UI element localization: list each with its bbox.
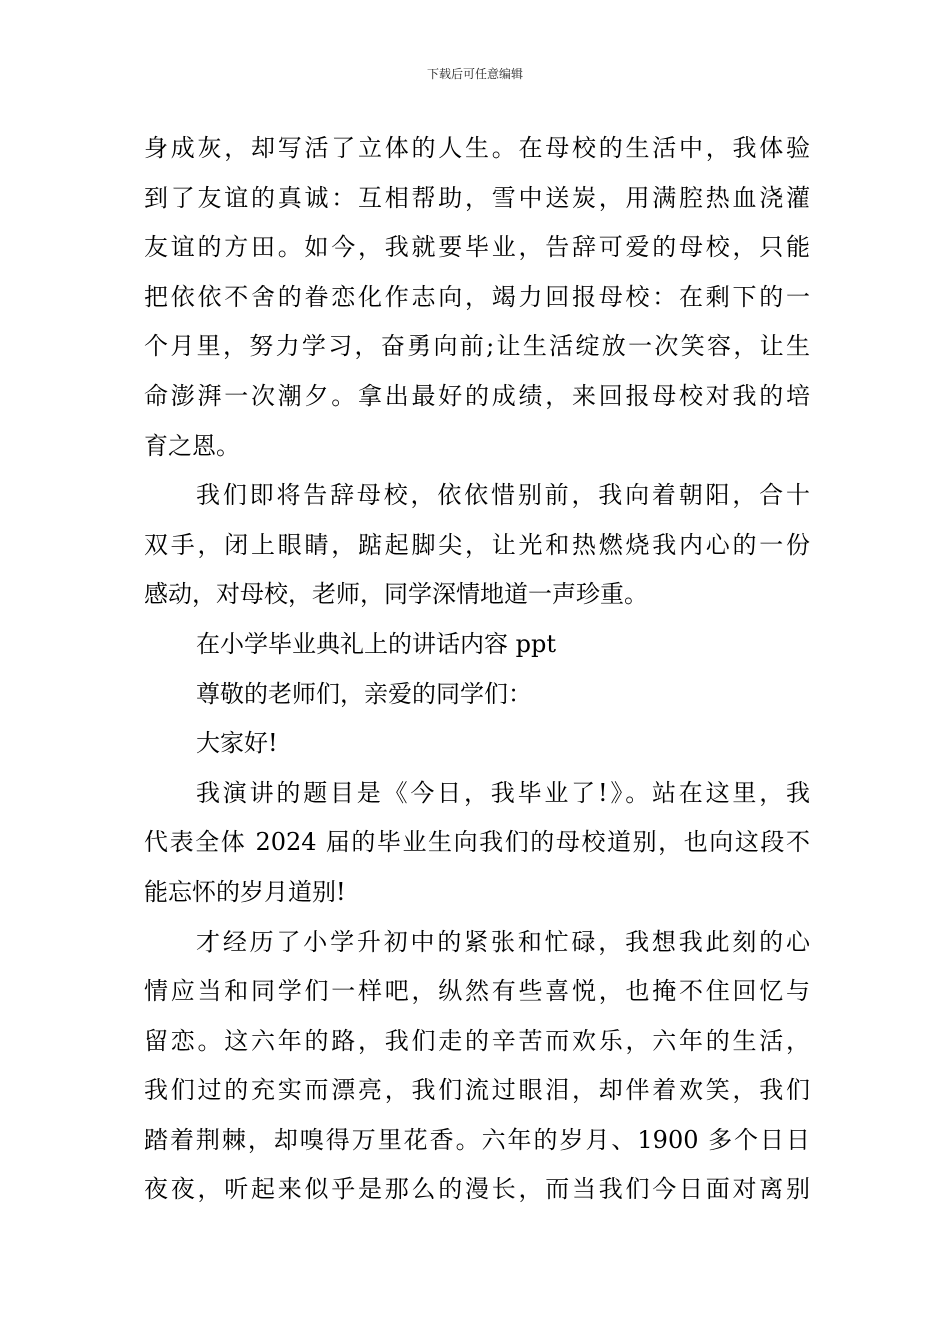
text-line: 我演讲的题目是《今日，我毕业了!》。站在这里，我 <box>196 778 810 807</box>
document-body <box>144 124 810 1215</box>
text-line: 尊敬的老师们，亲爱的同学们： <box>196 679 532 708</box>
text-line: 命澎湃一次潮夕。拿出最好的成绩，来回报母校对我的培 <box>144 381 810 410</box>
text-line: 留恋。这六年的路，我们走的辛苦而欢乐，六年的生活， <box>144 1026 810 1055</box>
text-line: 身成灰，却写活了立体的人生。在母校的生活中，我体验 <box>144 134 810 162</box>
text-line: 个月里，努力学习，奋勇向前;让生活绽放一次笑容，让生 <box>144 332 810 361</box>
text-line: 把依依不舍的眷恋化作志向，竭力回报母校：在剩下的一 <box>144 282 810 311</box>
text-line: 友谊的方田。如今，我就要毕业，告辞可爱的母校，只能 <box>144 233 810 262</box>
text-line: 代表全体 2024 届的毕业生向我们的母校道别，也向这段不 <box>144 828 810 857</box>
text-line: 在小学毕业典礼上的讲话内容 ppt <box>196 629 556 658</box>
text-line: 夜夜，听起来似乎是那么的漫长，而当我们今日面对离别 <box>144 1175 810 1204</box>
text-line: 我们过的充实而漂亮，我们流过眼泪，却伴着欢笑，我们 <box>144 1076 810 1105</box>
text-line: 双手，闭上眼睛，踮起脚尖，让光和热燃烧我内心的一份 <box>144 530 810 559</box>
text-line: 大家好! <box>196 729 278 758</box>
text-line: 我们即将告辞母校，依依惜别前，我向着朝阳，合十 <box>196 481 810 510</box>
text-line: 感动，对母校，老师，同学深情地道一声珍重。 <box>144 580 648 609</box>
text-line: 情应当和同学们一样吧，纵然有些喜悦，也掩不住回忆与 <box>144 977 810 1006</box>
page-header: 下载后可任意编辑 <box>426 67 523 81</box>
text-line: 能忘怀的岁月道别! <box>144 877 346 906</box>
text-line: 到了友谊的真诚：互相帮助，雪中送炭，用满腔热血浇灌 <box>144 183 810 212</box>
text-line: 踏着荆棘，却嗅得万里花香。六年的岁月、1900 多个日日 <box>144 1125 810 1154</box>
text-line: 育之恩。 <box>144 431 240 460</box>
text-line: 才经历了小学升初中的紧张和忙碌，我想我此刻的心 <box>196 927 810 956</box>
